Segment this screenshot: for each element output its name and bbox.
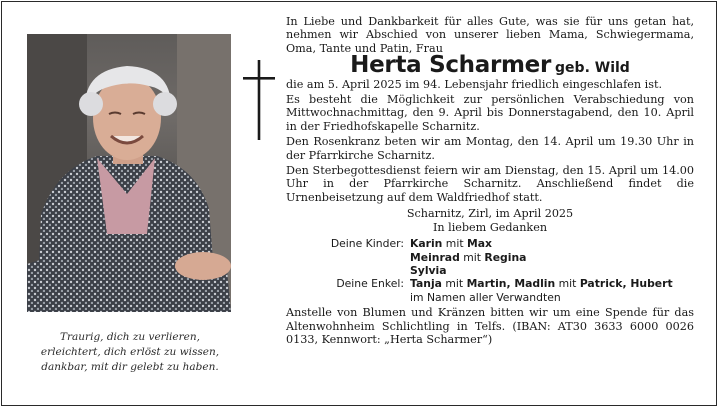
list-item: Karin mit Max bbox=[410, 237, 492, 251]
portrait-photo bbox=[27, 34, 231, 312]
poem-line: dankbar, mit dir gelebt zu haben. bbox=[41, 361, 219, 373]
place-date: Scharnitz, Zirl, im April 2025 bbox=[406, 207, 574, 221]
poem bbox=[14, 330, 246, 375]
list-item: im Namen aller Verwandten bbox=[410, 290, 561, 304]
birth-name: geb. Wild bbox=[555, 60, 630, 77]
children-list bbox=[286, 237, 694, 277]
deceased-name-line bbox=[286, 52, 694, 79]
notice-text bbox=[286, 15, 694, 346]
funeral-text: Den Sterbegottesdienst feiern wir am Dienstag, den 15. April um 14.00 Uhr in der Pfarrkirche Scharnitz. Anschließend findet die Urnenbeisetzung auf dem Waldfriedhof statt. bbox=[286, 164, 694, 204]
poem-line: erleichtert, dich erlöst zu wissen, bbox=[40, 346, 220, 358]
cross-icon bbox=[243, 60, 275, 140]
donation-text: Anstelle von Blumen und Kränzen bitten wir um eine Spende für das Altenwohnheim Schlichtling in Telfs. (IBAN: AT30 3633 6000 0026 0133, Kennwort: „Herta Scharmer“) bbox=[286, 306, 694, 346]
poem-line: Traurig, dich zu verlieren, bbox=[60, 331, 200, 343]
list-item: Tanja mit Martin, Madlin mit Patrick, Hubert bbox=[410, 277, 673, 291]
intro-text: In Liebe und Dankbarkeit für alles Gute, was sie für uns getan hat, nehmen wir Abschied von unserer lieben Mama, Schwiegermama, Oma, Tante und Patin, Frau bbox=[286, 15, 694, 55]
memory-text: In liebem Gedanken bbox=[432, 220, 548, 234]
list-item: Meinrad mit Regina bbox=[410, 250, 527, 264]
grandchildren-label: Deine Enkel: bbox=[336, 277, 404, 291]
children-label: Deine Kinder: bbox=[330, 237, 404, 251]
death-text: die am 5. April 2025 im 94. Lebensjahr friedlich eingeschlafen ist. bbox=[286, 77, 662, 91]
grandchildren-list bbox=[286, 277, 694, 304]
farewell-text: Es besteht die Möglichkeit zur persönlichen Verabschiedung von Mittwochnachmittag, den 9. April bis Donnerstagabend, den 10. April in der Friedhofskapelle Scharnitz. bbox=[286, 93, 694, 133]
deceased-name: Herta Scharmer bbox=[350, 52, 552, 79]
rosary-text: Den Rosenkranz beten wir am Montag, den 14. April um 19.30 Uhr in der Pfarrkirche Scharnitz. bbox=[286, 135, 694, 162]
list-item: Sylvia bbox=[410, 263, 447, 277]
